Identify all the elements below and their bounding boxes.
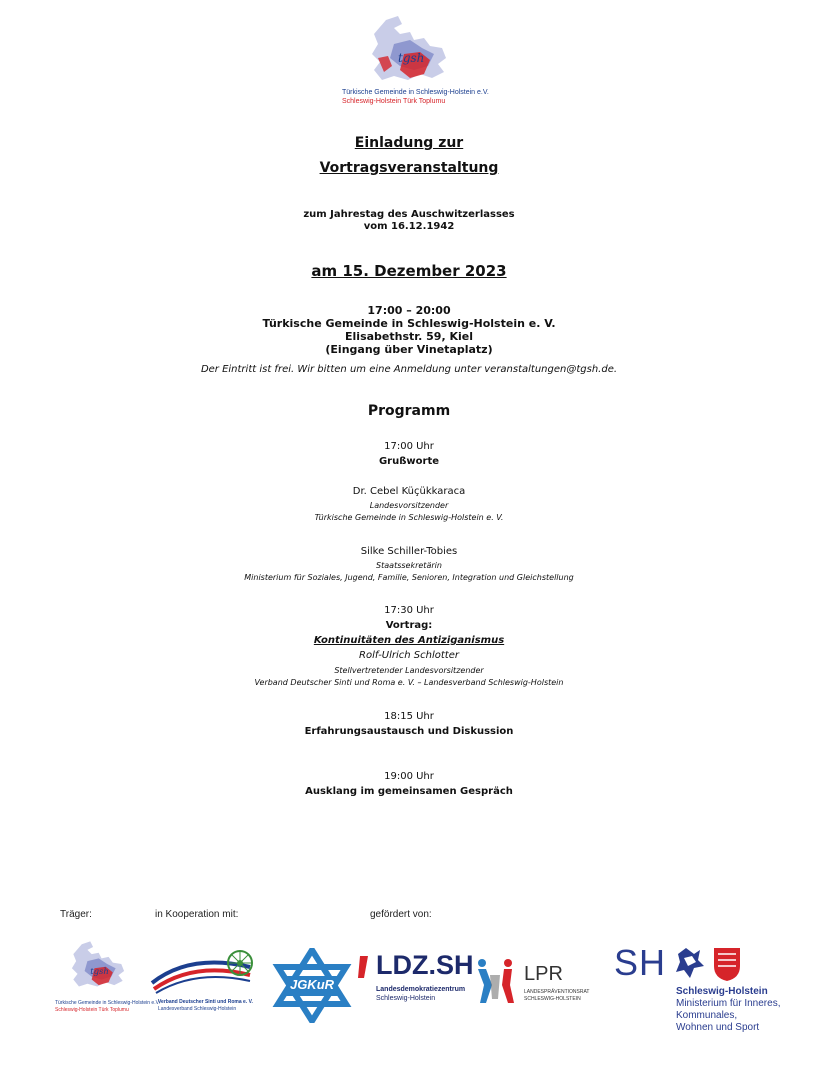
header-org-name-de: Türkische Gemeinde in Schleswig-Holstein e.V.: [342, 89, 489, 96]
footer-logo-ldz: [356, 950, 474, 1010]
speaker-name-3: Rolf-Ulrich Schlotter: [359, 650, 459, 661]
event-date: am 15. Dezember 2023: [311, 262, 507, 280]
subtitle-line1: zum Jahrestag des Auschwitzerlasses: [303, 209, 515, 220]
ldz-mark-icon: [356, 952, 376, 982]
footer-logo-tgsh: [55, 940, 160, 1020]
footer-jgkur-label: JGKuR: [289, 977, 335, 992]
speaker-org-2: Ministerium für Soziales, Jugend, Familie, Senioren, Integration und Gleichstellung: [244, 573, 574, 582]
program-time-1: 17:00 Uhr: [384, 441, 434, 452]
speaker-role-3: Stellvertretender Landesvorsitzender: [334, 666, 484, 675]
footer-lpr-sub1: LANDESPRÄVENTIONSRAT: [524, 989, 590, 995]
program-title-2: Vortrag:: [385, 620, 433, 631]
program-time-3: 18:15 Uhr: [384, 711, 434, 722]
title-line2: Vortragsveranstaltung: [319, 160, 499, 176]
footer-tgsh-line2: Schleswig-Holstein Türk Toplumu: [55, 1007, 129, 1013]
footer-lpr-sub2: SCHLESWIG-HOLSTEIN: [524, 996, 581, 1002]
program-title-3: Erfahrungsaustausch und Diskussion: [304, 726, 514, 737]
footer-sh-min2: Kommunales,: [676, 1010, 738, 1021]
footer-sh-min3: Wohnen und Sport: [676, 1022, 760, 1033]
lpr-figures-icon: [472, 955, 518, 1005]
footer-sh-letters: SH: [614, 942, 667, 983]
speaker-name-1: Dr. Cebel Küçükkaraca: [352, 486, 466, 497]
speaker-name-2: Silke Schiller-Tobies: [360, 546, 458, 557]
talk-title: Kontinuitäten des Antiziganismus: [313, 635, 505, 646]
footer-logo-lpr: [472, 955, 622, 1015]
footer-ldz-sub2: Schleswig-Holstein: [376, 995, 436, 1002]
wheel-swoosh-icon: [150, 945, 260, 995]
subtitle-line2: vom 16.12.1942: [363, 221, 455, 232]
event-address: Elisabethstr. 59, Kiel: [345, 330, 473, 343]
svg-text:tgsh: tgsh: [398, 51, 425, 65]
event-venue: Türkische Gemeinde in Schleswig-Holstein e. V.: [262, 317, 556, 330]
label-gefoerdert: gefördert von:: [370, 909, 432, 920]
footer-logo-jgkur: [272, 948, 352, 1023]
svg-text:tgsh: tgsh: [90, 965, 109, 976]
footer-ldz-main: LDZ.SH: [376, 950, 474, 980]
program-time-2: 17:30 Uhr: [384, 605, 434, 616]
title-line1: Einladung zur: [354, 135, 464, 151]
speaker-org-1: Türkische Gemeinde in Schleswig-Holstein e. V.: [314, 513, 504, 522]
footer-sh-min1: Ministerium für Inneres,: [676, 998, 781, 1009]
sh-coat-of-arms-icon: [674, 944, 744, 982]
footer-lpr-main: LPR: [524, 963, 563, 985]
header-org-name-tr: Schleswig-Holstein Türk Toplumu: [342, 98, 446, 105]
tgsh-map-icon: [364, 14, 454, 92]
speaker-role-2: Staatssekretärin: [376, 561, 442, 570]
footer-vdsr-line1: Verband Deutscher Sinti und Roma e. V.: [158, 999, 253, 1005]
label-traeger: Träger:: [60, 909, 92, 920]
event-entrance: (Eingang über Vinetaplatz): [325, 343, 493, 356]
label-kooperation: in Kooperation mit:: [155, 909, 239, 920]
footer-logo-vdsr: [150, 945, 262, 1015]
event-time: 17:00 – 20:00: [367, 304, 451, 317]
footer-ldz-sub1: Landesdemokratiezentrum: [376, 986, 466, 993]
admission-note: Der Eintritt ist frei. Wir bitten um eine Anmeldung unter veranstaltungen@tgsh.de.: [200, 364, 618, 375]
program-title-4: Ausklang im gemeinsamen Gespräch: [305, 786, 513, 797]
footer-tgsh-line1: Türkische Gemeinde in Schleswig-Holstein e.V.: [55, 1000, 160, 1006]
tgsh-map-icon: [63, 940, 133, 995]
program-heading: Programm: [367, 403, 451, 419]
speaker-org-3: Verband Deutscher Sinti und Roma e. V. – Landesverband Schleswig-Holstein: [254, 678, 564, 687]
footer-vdsr-line2: Landesverband Schleswig-Holstein: [158, 1006, 237, 1012]
program-title-1: Grußworte: [378, 456, 440, 467]
footer-logo-sh: [610, 942, 810, 1042]
program-time-4: 19:00 Uhr: [384, 771, 434, 782]
header-logo: [340, 14, 489, 114]
footer-sh-title: Schleswig-Holstein: [676, 986, 768, 997]
speaker-role-1: Landesvorsitzender: [369, 501, 449, 510]
